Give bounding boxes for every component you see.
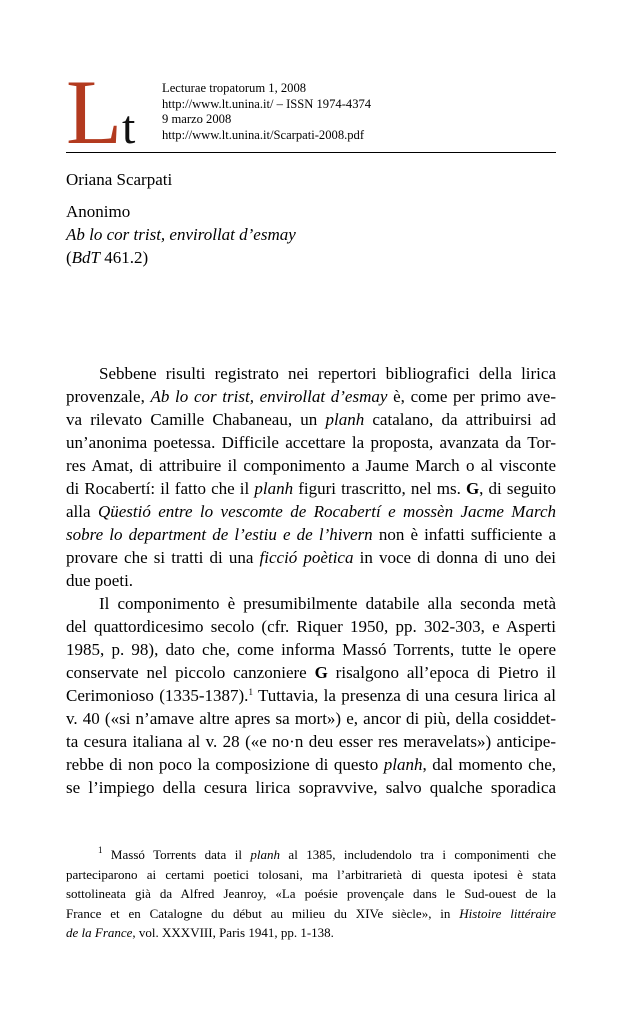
journal-url-issn[interactable]: http://www.lt.unina.it/ – ISSN 1974-4374 [162, 96, 372, 111]
footnote-line: sottolineata già da Alfred Jeanroy, «La poésie provençale dans le Sud-ouest de la [66, 886, 556, 902]
footnote-line: parteciparono ai certami poetici tolosani, ma l’arbitrarietà di questa ipotesi è stata [66, 866, 556, 882]
body-line: v. 40 («si n’amave altre apres sa mort») e, ancor di più, della cosiddet- [66, 709, 556, 728]
work-reference: (BdT 461.2) [66, 248, 149, 267]
body-line: due poeti. [66, 571, 134, 590]
work-reference-number: 461.2 [100, 248, 143, 267]
body-line: se l’impiego della cesura lirica sopravvive, salvo qualche sporadica [66, 778, 556, 797]
body-line: 1985, p. 98), dato che, come informa Massó Torrents, tutte le opere [66, 640, 556, 659]
body-line: Il componimento è presumibilmente databile alla seconda metà [99, 594, 556, 613]
body-line: provenzale, Ab lo cor trist, envirollat d’esmay è, come per primo ave- [66, 387, 556, 406]
logo-letter-t: t [122, 101, 136, 154]
body-line: Cerimonioso (1335-1387).$^1$ Tuttavia, la presenza di una cesura lirica al [66, 686, 556, 705]
body-line: va rilevato Camille Chabaneau, un planh catalano, da attribuirsi ad [66, 410, 556, 429]
publication-date: 9 marzo 2008 [162, 112, 232, 127]
body-line: conservate nel piccolo canzoniere G risalgono all’epoca di Pietro il [66, 663, 556, 682]
footnote-line: $^1$ Massó Torrents data il planh al 1385, includendolo tra i componimenti che [98, 845, 556, 862]
article-body [66, 362, 556, 799]
footnote-line: France et en Catalogne du début au milieu du XIVe siècle», in Histoire littéraire [66, 905, 557, 921]
article-author: Oriana Scarpati [66, 170, 173, 189]
body-line: ta cesura italiana al v. 28 («e no·n deu esser res meravelats») anticipe- [66, 732, 556, 751]
footnote [66, 845, 556, 943]
logo-letter-l: L [66, 61, 123, 163]
body-line: alla Qüestió entre lo vescomte de Rocabertí e mossèn Jacme March [66, 502, 556, 521]
body-line: rebbe di non poco la composizione di questo planh, dal momento che, [66, 755, 556, 774]
body-line: sobre lo department de l’estiu e de l’hivern non è infatti sufficiente a [66, 525, 556, 544]
header-rule [66, 152, 556, 153]
body-line: provare che si tratti di una ficció poètica in voce di donna di uno dei [66, 548, 556, 567]
work-reference-siglum: BdT [71, 248, 101, 267]
article-title-block [66, 200, 296, 269]
journal-issue: Lecturae tropatorum 1, 2008 [162, 81, 307, 95]
work-author: Anonimo [66, 202, 131, 221]
work-title: Ab lo cor trist, envirollat d’esmay [66, 225, 296, 244]
body-line: un’anonima poetessa. Difficile accettare la proposta, avanzata da Tor- [66, 433, 556, 452]
journal-metadata [162, 81, 371, 143]
body-line: res Amat, di attribuire il componimento a Jaume March o al visconte [66, 456, 556, 475]
body-line: di Rocabertí: il fatto che il planh figuri trascritto, nel ms. G, di seguito [66, 479, 556, 498]
article-pdf-url[interactable]: http://www.lt.unina.it/Scarpati-2008.pdf [162, 127, 365, 142]
journal-logo [66, 61, 158, 163]
body-line: Sebbene risulti registrato nei repertori bibliografici della lirica [99, 364, 556, 383]
footnote-line: de la France, vol. XXXVIII, Paris 1941, pp. 1-138. [66, 925, 334, 941]
body-line: del quattordicesimo secolo (cfr. Riquer 1950, pp. 302-303, e Asperti [66, 617, 556, 636]
